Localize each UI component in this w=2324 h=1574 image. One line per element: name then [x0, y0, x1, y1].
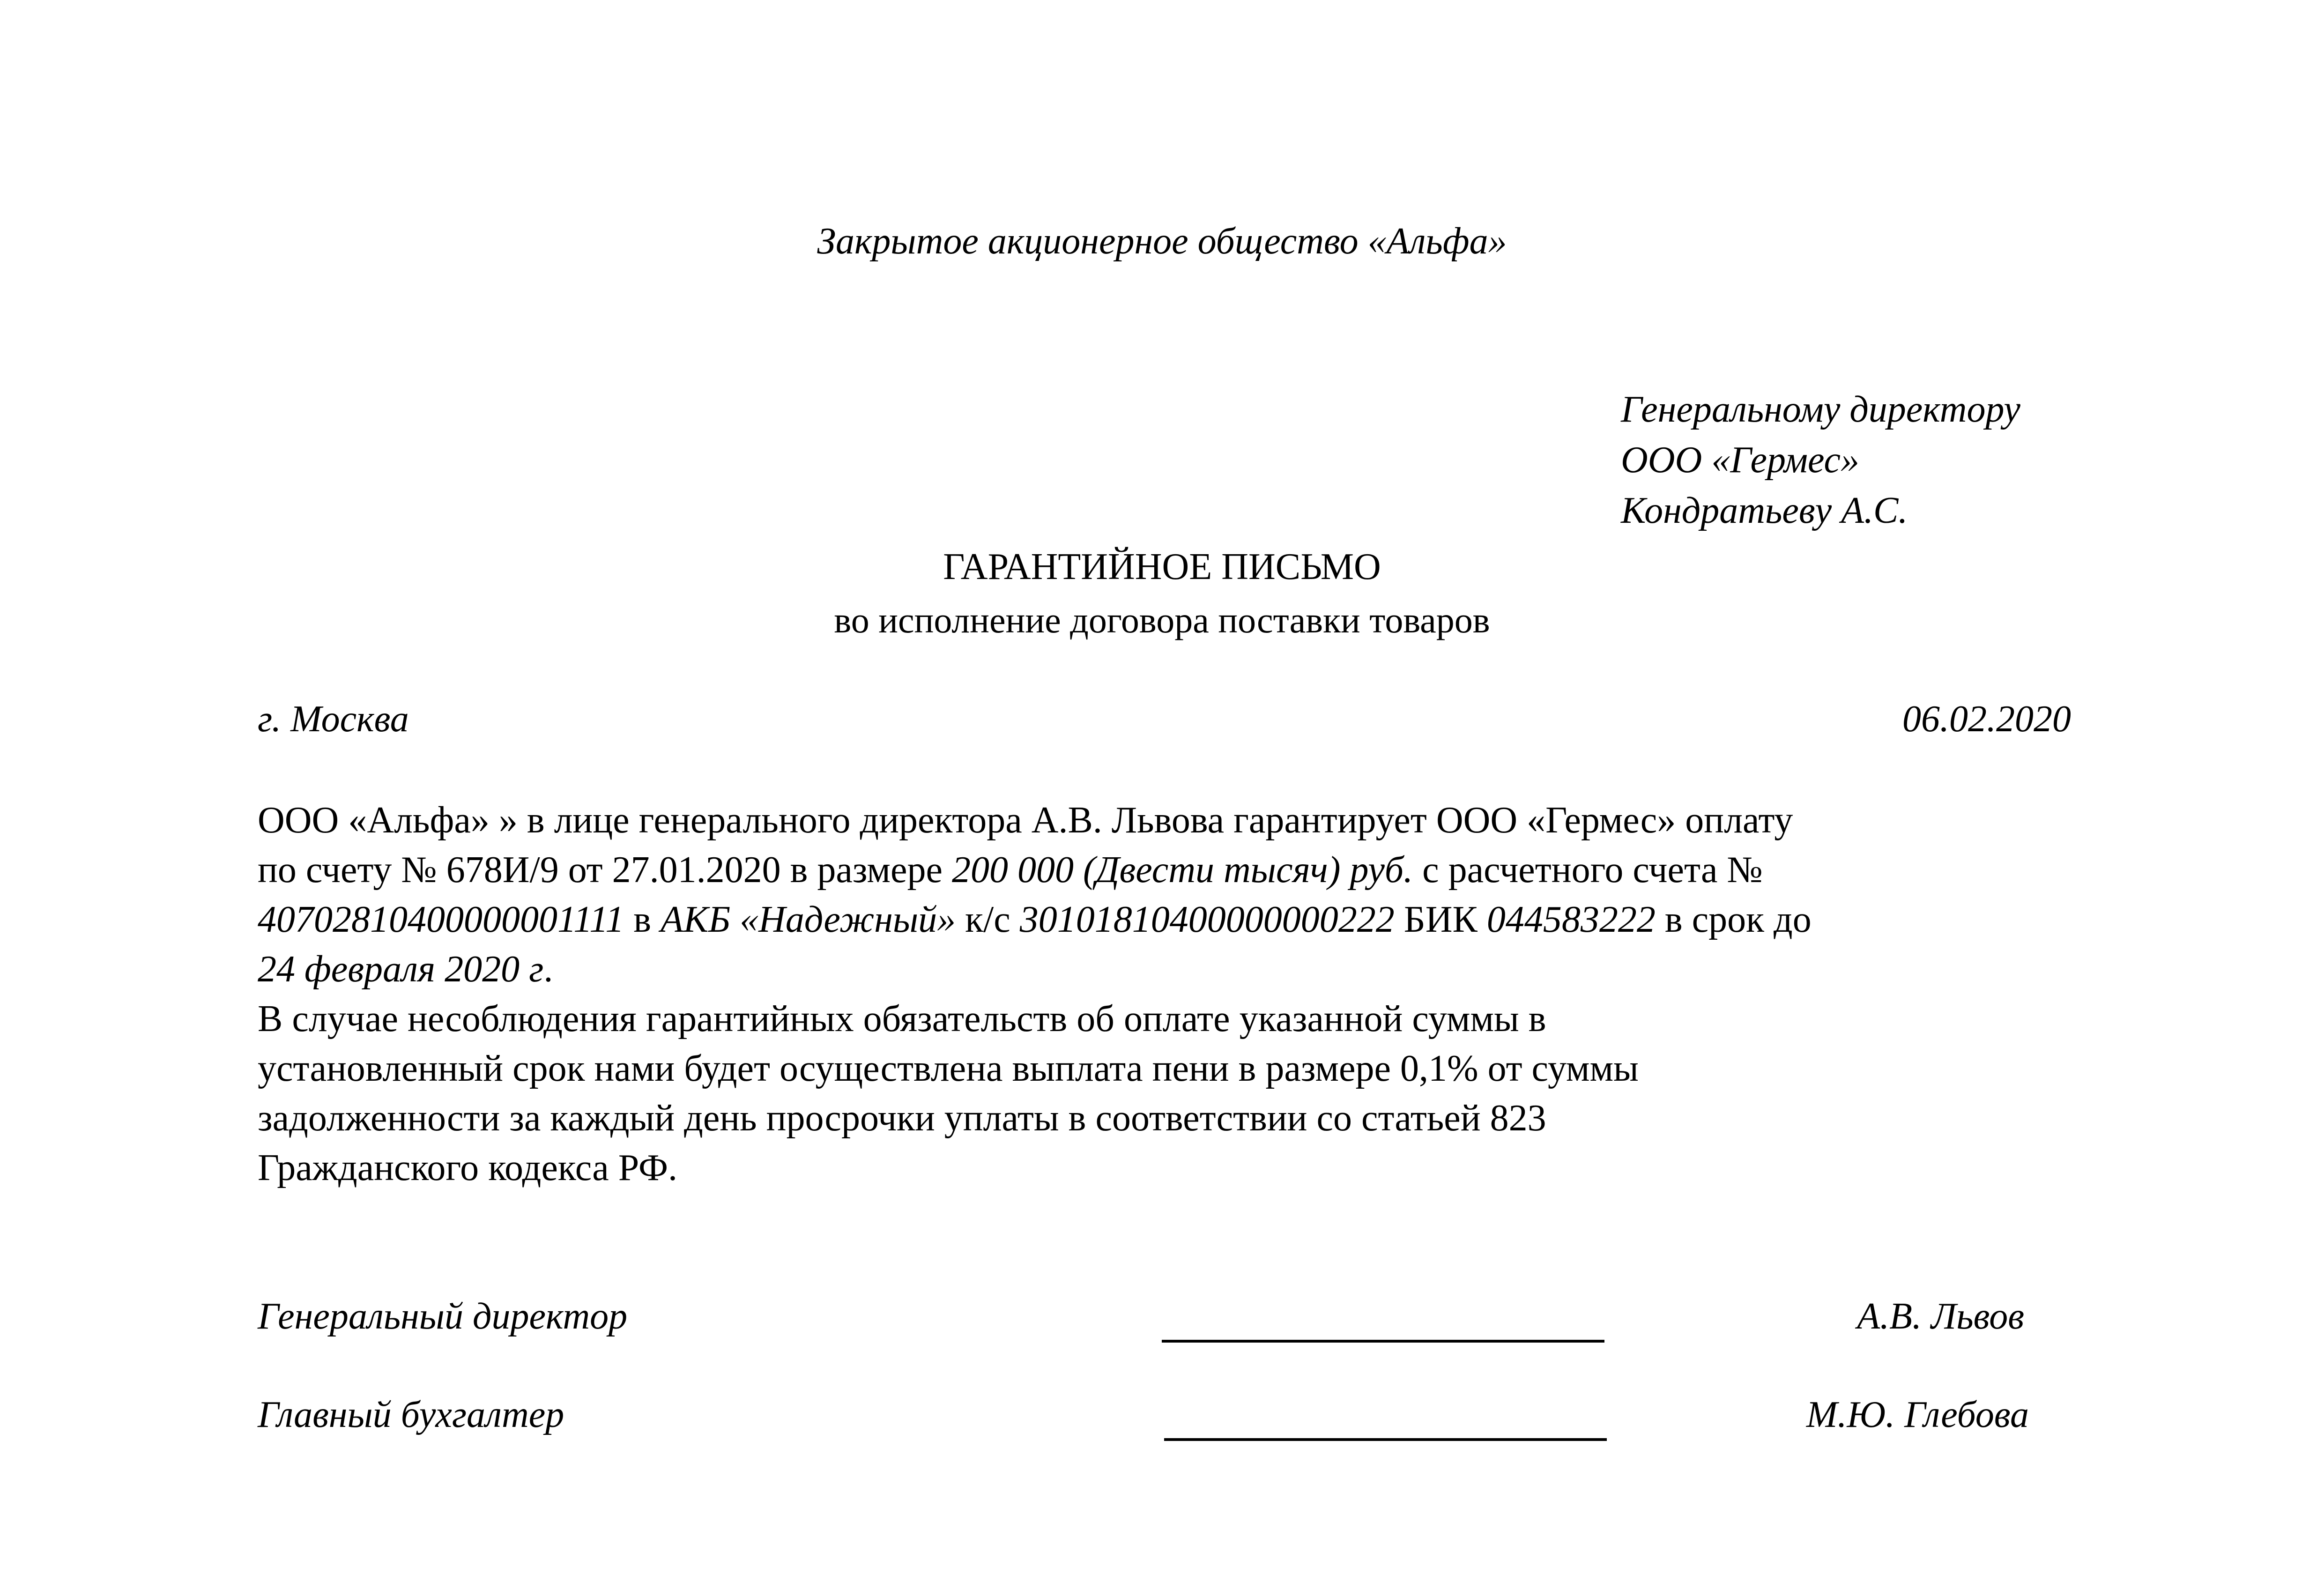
body-line	[258, 845, 2085, 895]
letter-body	[258, 795, 2085, 1193]
sentence-end: .	[543, 949, 553, 990]
body-line: установленный срок нами будет осуществлена выплата пени в размере 0,1% от суммы	[258, 1048, 1639, 1089]
city: г. Москва	[258, 698, 409, 740]
body-line	[258, 944, 2085, 994]
company-header: Закрытое акционерное общество «Альфа»	[817, 221, 1507, 262]
body-line	[258, 895, 2085, 944]
body-line: В случае несоблюдения гарантийных обязательств об оплате указанной суммы в	[258, 998, 1546, 1039]
bank-name: АКБ «Надежный»	[660, 899, 956, 940]
payment-amount: 200 000 (Двести тысяч) руб.	[952, 849, 1413, 891]
accountant-name: М.Ю. Глебова	[1806, 1394, 2029, 1435]
director-title: Генеральный директор	[258, 1296, 628, 1337]
deadline-label: в срок до	[1655, 899, 1812, 940]
recipient-block	[1621, 384, 2020, 536]
recipient-position: Генеральному директору	[1621, 389, 2020, 430]
accountant-signature-line	[1164, 1438, 1607, 1441]
correspondent-account: 30101810400000000222	[1019, 899, 1395, 940]
body-line: ООО «Альфа» » в лице генерального директора А.В. Львова гарантирует ООО «Гермес» оплату	[258, 800, 1793, 841]
body-line: задолженности за каждый день просрочки уплаты в соответствии со статьей 823	[258, 1098, 1546, 1139]
director-signature-line	[1162, 1340, 1604, 1343]
recipient-name: Кондратьеву А.С.	[1621, 490, 1908, 531]
invoice-text: по счету № 678И/9 от 27.01.2020 в размере	[258, 849, 952, 891]
account-label: с расчетного счета №	[1413, 849, 1763, 891]
document-date: 06.02.2020	[1902, 698, 2071, 740]
in-text: в	[624, 899, 661, 940]
payment-deadline: 24 февраля 2020 г	[258, 949, 544, 990]
document-subtitle: во исполнение договора поставки товаров	[834, 600, 1490, 640]
accountant-title: Главный бухгалтер	[258, 1394, 564, 1435]
body-line: Гражданского кодекса РФ.	[258, 1147, 678, 1188]
ks-label: к/с	[956, 899, 1020, 940]
bik-label: БИК	[1394, 899, 1487, 940]
bik-number: 044583222	[1486, 899, 1656, 940]
director-name: А.В. Львов	[1857, 1296, 2024, 1337]
document-title: ГАРАНТИЙНОЕ ПИСЬМО	[943, 546, 1381, 587]
account-number: 40702810400000001111	[258, 899, 624, 940]
recipient-company: ООО «Гермес»	[1621, 439, 1859, 481]
